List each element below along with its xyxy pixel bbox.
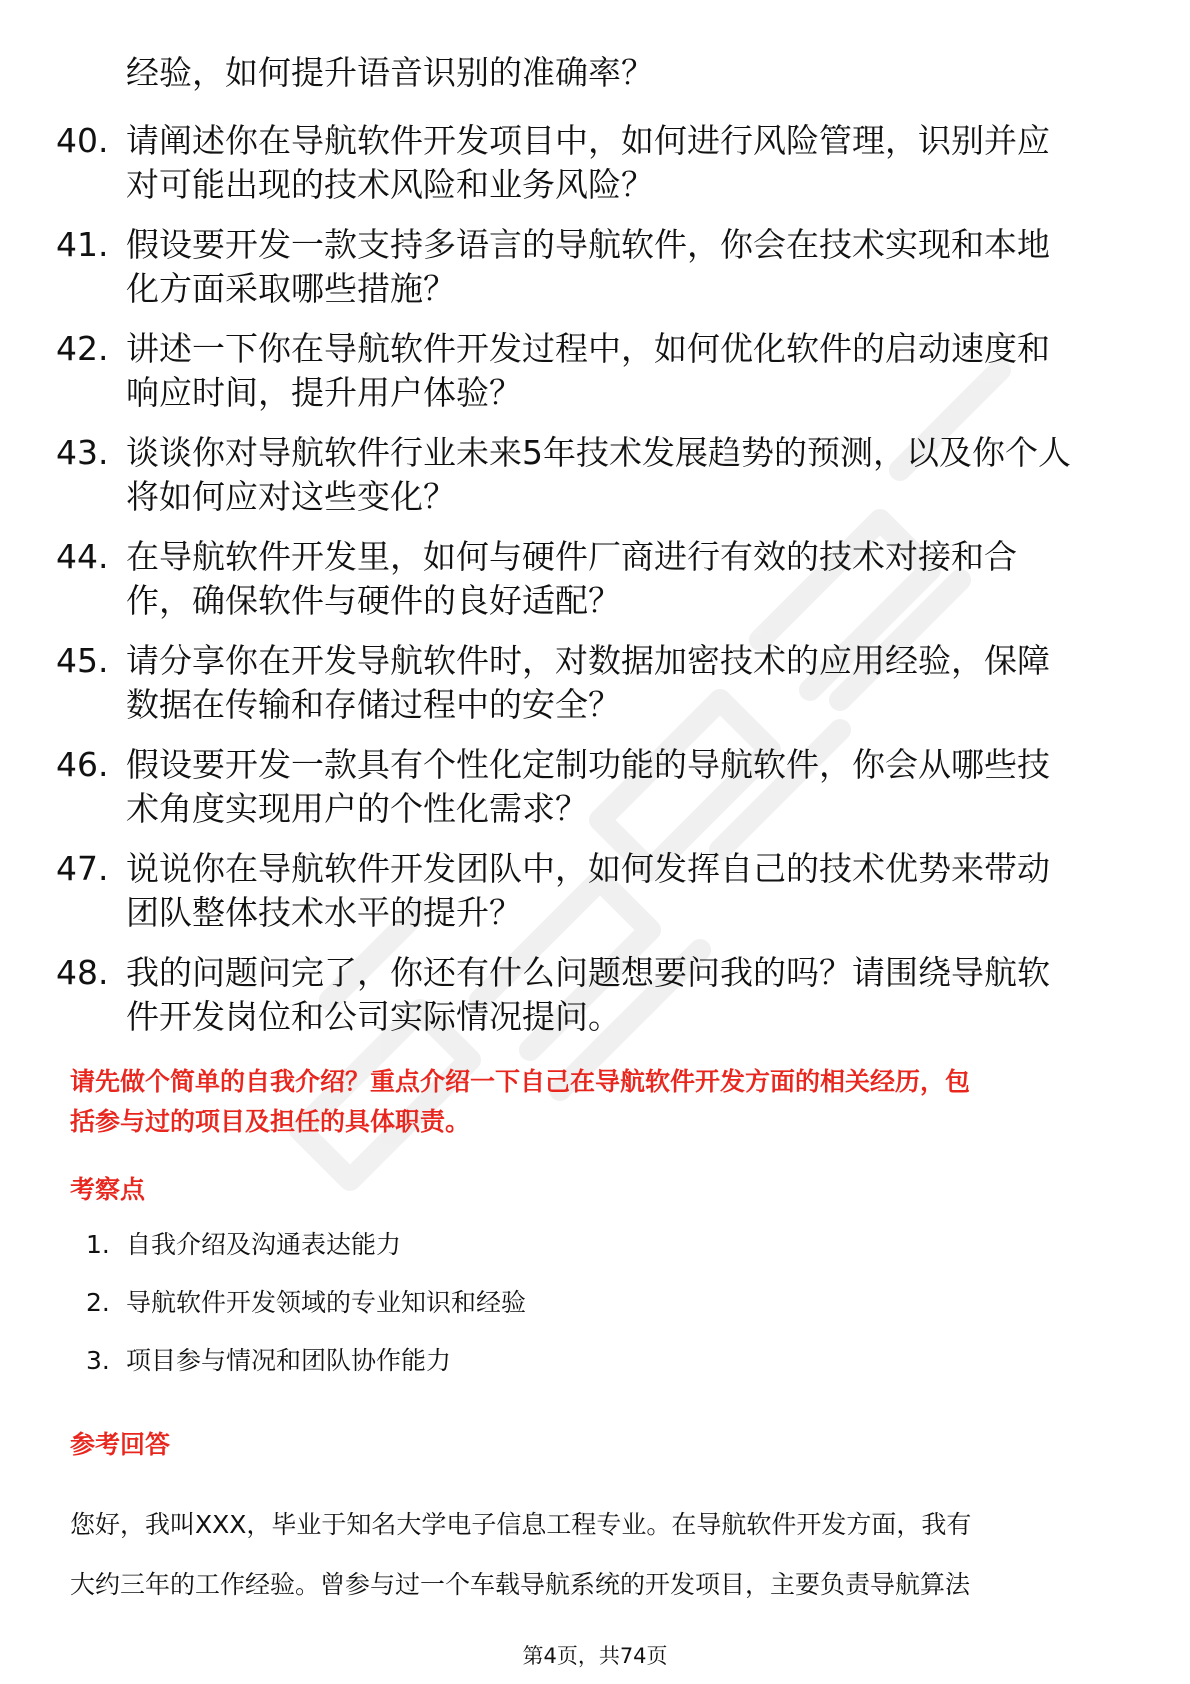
highlight-line: 请先做个简单的自我介绍？重点介绍一下自己在导航软件开发方面的相关经历，包	[70, 1067, 971, 1096]
question-line: 请分享你在开发导航软件时，对数据加密技术的应用经验，保障	[126, 641, 1050, 680]
question-text	[126, 223, 1136, 311]
question-line: 我的问题问完了，你还有什么问题想要问我的吗？请围绕导航软	[126, 953, 1050, 992]
question-text	[126, 639, 1136, 727]
focus-point-item	[0, 1344, 1190, 1402]
focus-point-text: 自我介绍及沟通表达能力	[126, 1230, 402, 1259]
question-number: 42.	[56, 329, 109, 368]
question-line: 在导航软件开发里，如何与硬件厂商进行有效的技术对接和合	[126, 537, 1017, 576]
question-line: 说说你在导航软件开发团队中，如何发挥自己的技术优势来带动	[126, 849, 1050, 888]
answer-section-title: 参考回答	[70, 1430, 171, 1459]
question-list	[0, 119, 1190, 1055]
question-text	[126, 951, 1136, 1039]
question-line: 数据在传输和存储过程中的安全？	[126, 685, 621, 724]
question-line: 讲述一下你在导航软件开发过程中，如何优化软件的启动速度和	[126, 329, 1050, 368]
reference-answer	[70, 1495, 1130, 1615]
question-item	[0, 639, 1190, 743]
question-line: 团队整体技术水平的提升？	[126, 893, 522, 932]
focus-point-number: 3.	[86, 1346, 110, 1375]
question-line: 谈谈你对导航软件行业未来5年技术发展趋势的预测，以及你个人	[126, 433, 1071, 472]
highlight-line: 括参与过的项目及担任的具体职责。	[70, 1107, 471, 1136]
focus-point-text: 项目参与情况和团队协作能力	[126, 1346, 452, 1375]
question-item	[0, 327, 1190, 431]
question-number: 40.	[56, 121, 109, 160]
answer-line: 大约三年的工作经验。曾参与过一个车载导航系统的开发项目，主要负责导航算法	[70, 1570, 971, 1599]
focus-point-number: 2.	[86, 1288, 110, 1317]
continued-question-text: 经验，如何提升语音识别的准确率？	[126, 53, 654, 92]
question-line: 术角度实现用户的个性化需求？	[126, 789, 588, 828]
question-item	[0, 847, 1190, 951]
page-number-footer: 第4页，共74页	[522, 1644, 668, 1668]
focus-section-title: 考察点	[70, 1175, 146, 1204]
focus-point-item	[0, 1228, 1190, 1286]
question-line: 化方面采取哪些措施？	[126, 269, 456, 308]
question-line: 件开发岗位和公司实际情况提问。	[126, 997, 621, 1036]
question-text	[126, 535, 1136, 623]
question-text	[126, 119, 1136, 207]
question-text	[126, 431, 1136, 519]
question-item	[0, 431, 1190, 535]
focus-point-item	[0, 1286, 1190, 1344]
question-line: 请阐述你在导航软件开发项目中，如何进行风险管理，识别并应	[126, 121, 1050, 160]
question-line: 作，确保软件与硬件的良好适配？	[126, 581, 621, 620]
question-item	[0, 535, 1190, 639]
question-text	[126, 327, 1136, 415]
question-item	[0, 951, 1190, 1055]
question-number: 47.	[56, 849, 109, 888]
question-number: 46.	[56, 745, 109, 784]
question-number: 41.	[56, 225, 109, 264]
question-item	[0, 119, 1190, 223]
question-line: 假设要开发一款支持多语言的导航软件，你会在技术实现和本地	[126, 225, 1050, 264]
question-line: 对可能出现的技术风险和业务风险？	[126, 165, 654, 204]
highlighted-question	[70, 1062, 1130, 1142]
question-text	[126, 743, 1136, 831]
question-number: 48.	[56, 953, 109, 992]
focus-point-number: 1.	[86, 1230, 110, 1259]
question-line: 将如何应对这些变化？	[126, 477, 456, 516]
question-line: 假设要开发一款具有个性化定制功能的导航软件，你会从哪些技	[126, 745, 1050, 784]
question-number: 44.	[56, 537, 109, 576]
answer-line: 您好，我叫XXX，毕业于知名大学电子信息工程专业。在导航软件开发方面，我有	[70, 1510, 972, 1539]
focus-point-list	[0, 1228, 1190, 1402]
focus-point-text: 导航软件开发领域的专业知识和经验	[126, 1288, 527, 1317]
question-number: 43.	[56, 433, 109, 472]
question-item	[0, 223, 1190, 327]
question-text	[126, 847, 1136, 935]
question-number: 45.	[56, 641, 109, 680]
question-line: 响应时间，提升用户体验？	[126, 373, 522, 412]
question-item	[0, 743, 1190, 847]
